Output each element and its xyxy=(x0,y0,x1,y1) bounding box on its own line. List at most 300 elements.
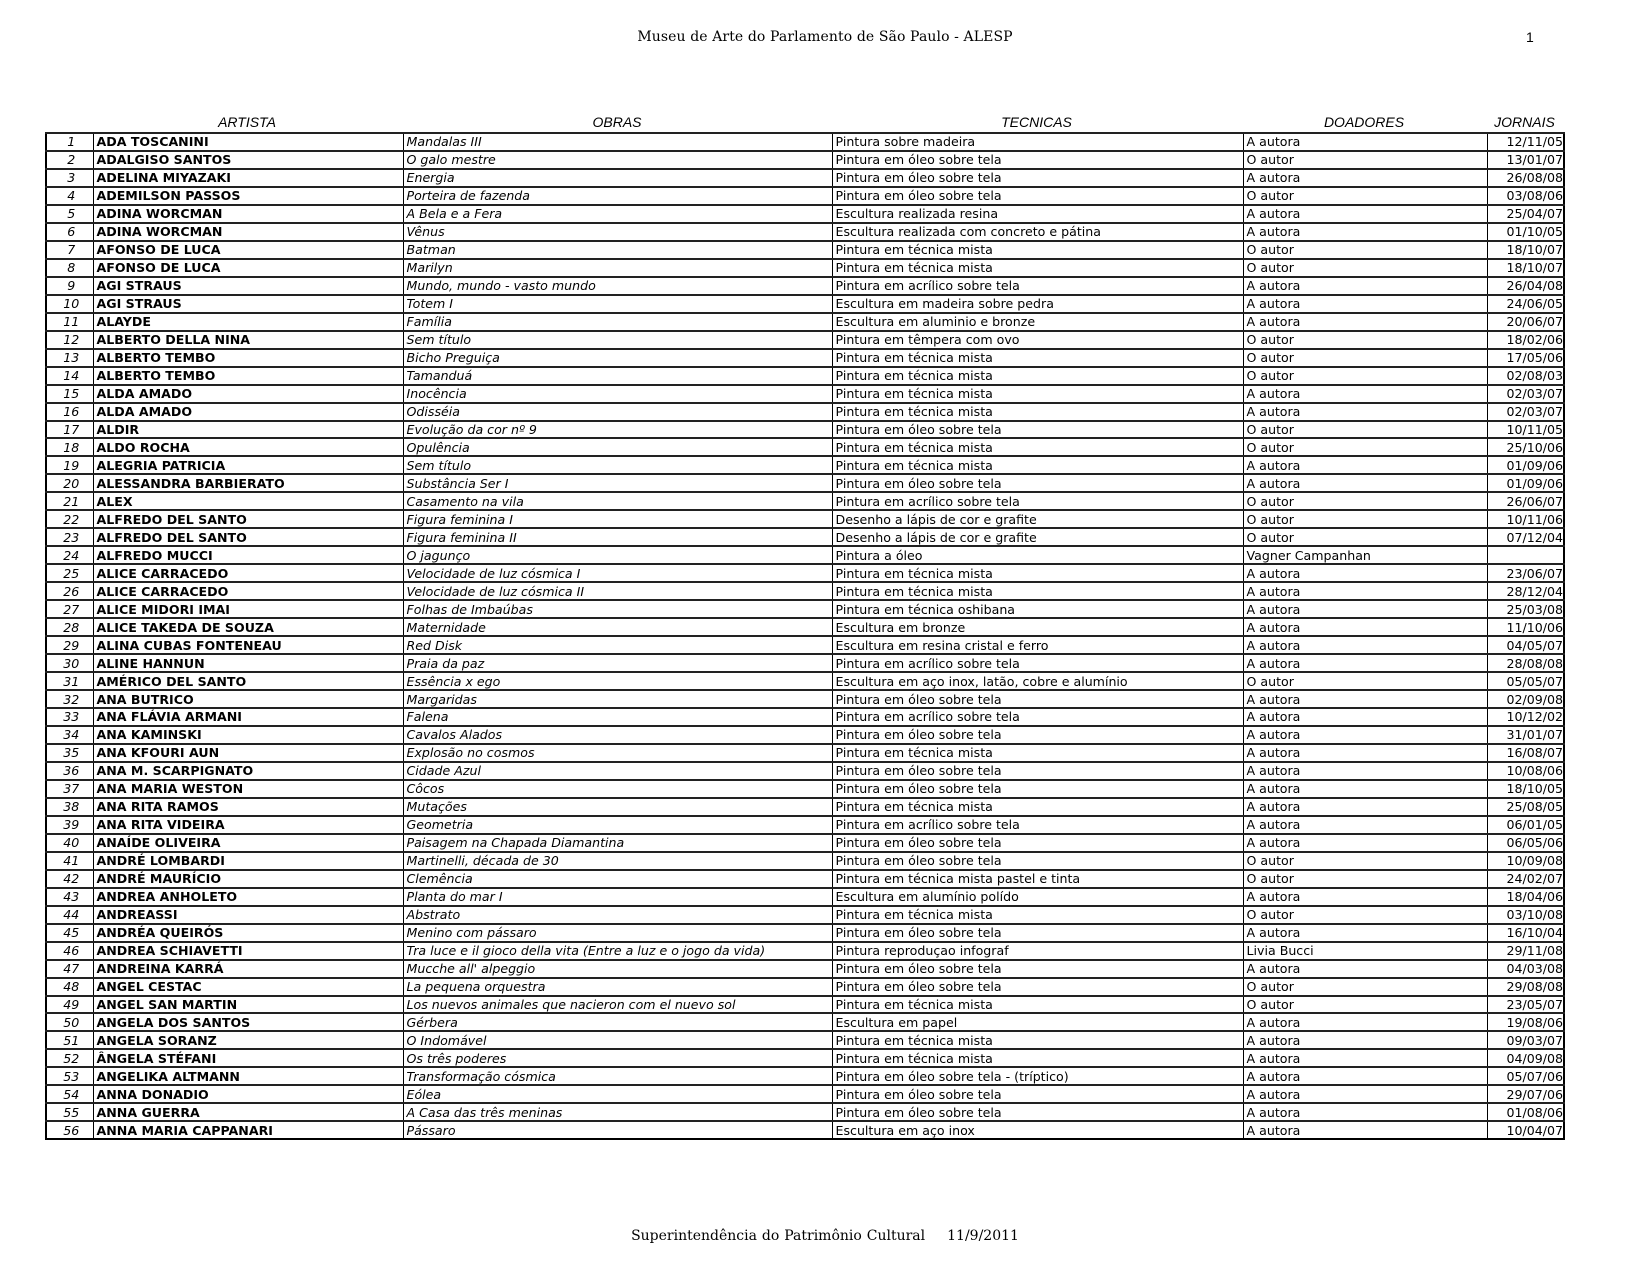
table-row xyxy=(46,942,1564,960)
technique-cell: Escultura realizada com concreto e pátina xyxy=(832,223,1243,241)
row-number: 20 xyxy=(46,474,93,492)
technique-cell: Pintura em técnica mista xyxy=(832,241,1243,259)
donor-cell: O autor xyxy=(1243,241,1487,259)
row-number: 45 xyxy=(46,924,93,942)
row-number: 10 xyxy=(46,295,93,313)
technique-cell: Pintura em técnica mista xyxy=(832,996,1243,1014)
row-number: 18 xyxy=(46,438,93,456)
column-header-tecnicas: TECNICAS xyxy=(1001,114,1072,130)
artist-cell: ALFREDO MUCCI xyxy=(93,546,403,564)
technique-cell: Pintura em acrílico sobre tela xyxy=(832,492,1243,510)
technique-cell: Pintura em técnica mista xyxy=(832,906,1243,924)
artist-cell: ANA RITA RAMOS xyxy=(93,798,403,816)
artwork-title-cell: Totem I xyxy=(403,295,832,313)
technique-cell: Pintura em óleo sobre tela xyxy=(832,169,1243,187)
row-number: 41 xyxy=(46,852,93,870)
row-number: 29 xyxy=(46,636,93,654)
artist-cell: ALBERTO TEMBO xyxy=(93,367,403,385)
artwork-title-cell: Evolução da cor nº 9 xyxy=(403,421,832,439)
artwork-title-cell: Figura feminina II xyxy=(403,528,832,546)
artwork-title-cell: Sem título xyxy=(403,456,832,474)
technique-cell: Pintura em óleo sobre tela xyxy=(832,960,1243,978)
table-row xyxy=(46,510,1564,528)
table-row xyxy=(46,421,1564,439)
technique-cell: Pintura em técnica mista xyxy=(832,456,1243,474)
artist-cell: ANGELIKA ALTMANN xyxy=(93,1067,403,1085)
table-row xyxy=(46,259,1564,277)
table-row xyxy=(46,295,1564,313)
technique-cell: Escultura realizada resina xyxy=(832,205,1243,223)
table-row xyxy=(46,654,1564,672)
date-cell: 24/06/05 xyxy=(1487,295,1564,313)
table-row xyxy=(46,187,1564,205)
artist-cell: ANGEL SAN MARTIN xyxy=(93,996,403,1014)
row-number: 13 xyxy=(46,349,93,367)
date-cell: 03/10/08 xyxy=(1487,906,1564,924)
row-number: 34 xyxy=(46,726,93,744)
table-row xyxy=(46,403,1564,421)
row-number: 52 xyxy=(46,1049,93,1067)
table-row xyxy=(46,1049,1564,1067)
artist-cell: ANDREA SCHIAVETTI xyxy=(93,942,403,960)
date-cell: 18/02/06 xyxy=(1487,331,1564,349)
row-number: 3 xyxy=(46,169,93,187)
technique-cell: Desenho a lápis de cor e grafite xyxy=(832,510,1243,528)
date-cell: 12/11/05 xyxy=(1487,133,1564,151)
date-cell: 09/03/07 xyxy=(1487,1031,1564,1049)
table-row xyxy=(46,241,1564,259)
artist-cell: ANNA DONADIO xyxy=(93,1085,403,1103)
date-cell: 01/09/06 xyxy=(1487,456,1564,474)
column-headers xyxy=(45,114,1563,132)
artwork-title-cell: Essência x ego xyxy=(403,672,832,690)
technique-cell: Pintura em óleo sobre tela xyxy=(832,421,1243,439)
date-cell: 18/10/05 xyxy=(1487,780,1564,798)
artist-cell: ÂNGELA STÉFANI xyxy=(93,1049,403,1067)
artwork-title-cell: Substância Ser I xyxy=(403,474,832,492)
donor-cell: A autora xyxy=(1243,888,1487,906)
technique-cell: Escultura em aluminio e bronze xyxy=(832,313,1243,331)
technique-cell: Pintura em óleo sobre tela xyxy=(832,151,1243,169)
donor-cell: O autor xyxy=(1243,978,1487,996)
date-cell: 18/10/07 xyxy=(1487,241,1564,259)
row-number: 32 xyxy=(46,690,93,708)
technique-cell: Pintura em técnica mista xyxy=(832,1049,1243,1067)
table-row xyxy=(46,996,1564,1014)
donor-cell: A autora xyxy=(1243,385,1487,403)
artwork-title-cell: Cavalos Alados xyxy=(403,726,832,744)
row-number: 30 xyxy=(46,654,93,672)
donor-cell: A autora xyxy=(1243,726,1487,744)
technique-cell: Pintura em óleo sobre tela xyxy=(832,474,1243,492)
artist-cell: ALBERTO TEMBO xyxy=(93,349,403,367)
row-number: 48 xyxy=(46,978,93,996)
donor-cell: Vagner Campanhan xyxy=(1243,546,1487,564)
row-number: 25 xyxy=(46,564,93,582)
artwork-title-cell: Sem título xyxy=(403,331,832,349)
technique-cell: Escultura em bronze xyxy=(832,618,1243,636)
artworks-table xyxy=(45,132,1565,1140)
row-number: 40 xyxy=(46,834,93,852)
artist-cell: ANA MARIA WESTON xyxy=(93,780,403,798)
date-cell: 29/08/08 xyxy=(1487,978,1564,996)
artwork-title-cell: Marilyn xyxy=(403,259,832,277)
artwork-title-cell: Los nuevos animales que nacieron com el nuevo sol xyxy=(403,996,832,1014)
date-cell: 02/09/08 xyxy=(1487,690,1564,708)
donor-cell: O autor xyxy=(1243,187,1487,205)
row-number: 19 xyxy=(46,456,93,474)
artwork-title-cell: O jagunço xyxy=(403,546,832,564)
artist-cell: ALICE CARRACEDO xyxy=(93,582,403,600)
technique-cell: Pintura em técnica mista xyxy=(832,367,1243,385)
donor-cell: A autora xyxy=(1243,1085,1487,1103)
artwork-title-cell: Margaridas xyxy=(403,690,832,708)
artist-cell: ANDRÉ LOMBARDI xyxy=(93,852,403,870)
table-row xyxy=(46,1067,1564,1085)
row-number: 53 xyxy=(46,1067,93,1085)
technique-cell: Pintura em acrílico sobre tela xyxy=(832,816,1243,834)
table-row xyxy=(46,1013,1564,1031)
artist-cell: ADINA WORCMAN xyxy=(93,223,403,241)
donor-cell: A autora xyxy=(1243,295,1487,313)
table-row xyxy=(46,708,1564,726)
donor-cell: O autor xyxy=(1243,510,1487,528)
table-row xyxy=(46,1085,1564,1103)
artwork-title-cell: La pequena orquestra xyxy=(403,978,832,996)
table-row xyxy=(46,169,1564,187)
technique-cell: Escultura em alumínio polído xyxy=(832,888,1243,906)
footer-date: 11/9/2011 xyxy=(947,1228,1019,1244)
artwork-title-cell: Eólea xyxy=(403,1085,832,1103)
artwork-title-cell: Red Disk xyxy=(403,636,832,654)
donor-cell: A autora xyxy=(1243,223,1487,241)
donor-cell: A autora xyxy=(1243,924,1487,942)
date-cell: 24/02/07 xyxy=(1487,870,1564,888)
artist-cell: ADELINA MIYAZAKI xyxy=(93,169,403,187)
table-row xyxy=(46,600,1564,618)
artist-cell: ANA KAMINSKI xyxy=(93,726,403,744)
donor-cell: A autora xyxy=(1243,133,1487,151)
table-row xyxy=(46,798,1564,816)
artist-cell: ANGELA SORANZ xyxy=(93,1031,403,1049)
artist-cell: ALBERTO DELLA NINA xyxy=(93,331,403,349)
table-row xyxy=(46,528,1564,546)
row-number: 14 xyxy=(46,367,93,385)
footer-department: Superintendência do Patrimônio Cultural xyxy=(631,1228,926,1244)
row-number: 5 xyxy=(46,205,93,223)
date-cell: 26/04/08 xyxy=(1487,277,1564,295)
artist-cell: ANDRÉ MAURÍCIO xyxy=(93,870,403,888)
artist-cell: AGI STRAUS xyxy=(93,277,403,295)
donor-cell: O autor xyxy=(1243,367,1487,385)
artist-cell: AFONSO DE LUCA xyxy=(93,241,403,259)
date-cell: 25/03/08 xyxy=(1487,600,1564,618)
technique-cell: Pintura em têmpera com ovo xyxy=(832,331,1243,349)
row-number: 15 xyxy=(46,385,93,403)
table-row xyxy=(46,672,1564,690)
table-row xyxy=(46,852,1564,870)
row-number: 56 xyxy=(46,1121,93,1139)
technique-cell: Pintura em óleo sobre tela xyxy=(832,726,1243,744)
artist-cell: ALINE HANNUN xyxy=(93,654,403,672)
artist-cell: ANDREINA KARRÁ xyxy=(93,960,403,978)
date-cell: 02/03/07 xyxy=(1487,403,1564,421)
artwork-title-cell: Figura feminina I xyxy=(403,510,832,528)
row-number: 42 xyxy=(46,870,93,888)
donor-cell: A autora xyxy=(1243,474,1487,492)
artwork-title-cell: Martinelli, década de 30 xyxy=(403,852,832,870)
artist-cell: ANAÍDE OLIVEIRA xyxy=(93,834,403,852)
donor-cell: A autora xyxy=(1243,564,1487,582)
artist-cell: ALICE MIDORI IMAI xyxy=(93,600,403,618)
technique-cell: Escultura em madeira sobre pedra xyxy=(832,295,1243,313)
artist-cell: ADA TOSCANINI xyxy=(93,133,403,151)
artwork-title-cell: Geometria xyxy=(403,816,832,834)
row-number: 7 xyxy=(46,241,93,259)
table-row xyxy=(46,1121,1564,1139)
artist-cell: ANNA GUERRA xyxy=(93,1103,403,1121)
table-row xyxy=(46,349,1564,367)
donor-cell: A autora xyxy=(1243,762,1487,780)
artist-cell: ANDREA ANHOLETO xyxy=(93,888,403,906)
donor-cell: A autora xyxy=(1243,744,1487,762)
date-cell: 13/01/07 xyxy=(1487,151,1564,169)
donor-cell: O autor xyxy=(1243,349,1487,367)
table-row xyxy=(46,151,1564,169)
table-row xyxy=(46,582,1564,600)
artwork-title-cell: Batman xyxy=(403,241,832,259)
date-cell: 16/08/07 xyxy=(1487,744,1564,762)
artwork-title-cell: O galo mestre xyxy=(403,151,832,169)
row-number: 50 xyxy=(46,1013,93,1031)
date-cell: 03/08/06 xyxy=(1487,187,1564,205)
artist-cell: ANA M. SCARPIGNATO xyxy=(93,762,403,780)
table-row xyxy=(46,492,1564,510)
date-cell: 07/12/04 xyxy=(1487,528,1564,546)
table-row xyxy=(46,960,1564,978)
artist-cell: ADINA WORCMAN xyxy=(93,205,403,223)
row-number: 6 xyxy=(46,223,93,241)
table-row xyxy=(46,762,1564,780)
artwork-title-cell: Maternidade xyxy=(403,618,832,636)
table-row xyxy=(46,438,1564,456)
artist-cell: AGI STRAUS xyxy=(93,295,403,313)
artist-cell: ADALGISO SANTOS xyxy=(93,151,403,169)
technique-cell: Pintura em óleo sobre tela xyxy=(832,780,1243,798)
artist-cell: ANA RITA VIDEIRA xyxy=(93,816,403,834)
artwork-title-cell: Planta do mar I xyxy=(403,888,832,906)
date-cell: 01/08/06 xyxy=(1487,1103,1564,1121)
date-cell: 05/05/07 xyxy=(1487,672,1564,690)
row-number: 8 xyxy=(46,259,93,277)
artwork-title-cell: Pássaro xyxy=(403,1121,832,1139)
technique-cell: Pintura em óleo sobre tela xyxy=(832,762,1243,780)
row-number: 49 xyxy=(46,996,93,1014)
row-number: 33 xyxy=(46,708,93,726)
table-row xyxy=(46,546,1564,564)
date-cell: 06/05/06 xyxy=(1487,834,1564,852)
column-header-doadores: DOADORES xyxy=(1323,114,1405,130)
technique-cell: Pintura em óleo sobre tela xyxy=(832,690,1243,708)
technique-cell: Pintura em óleo sobre tela xyxy=(832,187,1243,205)
row-number: 31 xyxy=(46,672,93,690)
artist-cell: ANGELA DOS SANTOS xyxy=(93,1013,403,1031)
row-number: 54 xyxy=(46,1085,93,1103)
donor-cell: O autor xyxy=(1243,672,1487,690)
artist-cell: ALDO ROCHA xyxy=(93,438,403,456)
date-cell: 10/12/02 xyxy=(1487,708,1564,726)
row-number: 51 xyxy=(46,1031,93,1049)
artist-cell: ALAYDE xyxy=(93,313,403,331)
row-number: 44 xyxy=(46,906,93,924)
technique-cell: Pintura em técnica mista xyxy=(832,385,1243,403)
technique-cell: Pintura em técnica mista xyxy=(832,349,1243,367)
date-cell: 04/05/07 xyxy=(1487,636,1564,654)
date-cell: 10/04/07 xyxy=(1487,1121,1564,1139)
donor-cell: A autora xyxy=(1243,1121,1487,1139)
technique-cell: Pintura em óleo sobre tela xyxy=(832,978,1243,996)
date-cell: 10/11/05 xyxy=(1487,421,1564,439)
date-cell: 26/08/08 xyxy=(1487,169,1564,187)
technique-cell: Pintura em técnica mista pastel e tinta xyxy=(832,870,1243,888)
artist-cell: AFONSO DE LUCA xyxy=(93,259,403,277)
artworks-table-body xyxy=(46,133,1564,1139)
date-cell: 28/12/04 xyxy=(1487,582,1564,600)
technique-cell: Pintura em técnica oshibana xyxy=(832,600,1243,618)
technique-cell: Escultura em aço inox, latão, cobre e alumínio xyxy=(832,672,1243,690)
donor-cell: A autora xyxy=(1243,403,1487,421)
page-title: Museu de Arte do Parlamento de São Paulo - ALESP xyxy=(637,29,1013,45)
technique-cell: Pintura em óleo sobre tela - (tríptico) xyxy=(832,1067,1243,1085)
technique-cell: Pintura em técnica mista xyxy=(832,259,1243,277)
donor-cell: A autora xyxy=(1243,618,1487,636)
artwork-title-cell: Menino com pássaro xyxy=(403,924,832,942)
artwork-title-cell: Família xyxy=(403,313,832,331)
date-cell: 17/05/06 xyxy=(1487,349,1564,367)
donor-cell: A autora xyxy=(1243,708,1487,726)
table-row xyxy=(46,870,1564,888)
table-row xyxy=(46,313,1564,331)
date-cell: 02/03/07 xyxy=(1487,385,1564,403)
table-row xyxy=(46,906,1564,924)
donor-cell: O autor xyxy=(1243,528,1487,546)
table-row xyxy=(46,474,1564,492)
donor-cell: A autora xyxy=(1243,1049,1487,1067)
donor-cell: A autora xyxy=(1243,1031,1487,1049)
date-cell: 26/06/07 xyxy=(1487,492,1564,510)
technique-cell: Pintura em óleo sobre tela xyxy=(832,924,1243,942)
artwork-title-cell: Mucche all' alpeggio xyxy=(403,960,832,978)
artwork-title-cell: Velocidade de luz cósmica I xyxy=(403,564,832,582)
artwork-title-cell: Tamanduá xyxy=(403,367,832,385)
artist-cell: ALEX xyxy=(93,492,403,510)
row-number: 17 xyxy=(46,421,93,439)
row-number: 28 xyxy=(46,618,93,636)
artwork-title-cell: Vênus xyxy=(403,223,832,241)
date-cell: 04/03/08 xyxy=(1487,960,1564,978)
row-number: 37 xyxy=(46,780,93,798)
artwork-title-cell: Folhas de Imbaúbas xyxy=(403,600,832,618)
artwork-title-cell: Abstrato xyxy=(403,906,832,924)
donor-cell: A autora xyxy=(1243,1103,1487,1121)
technique-cell: Pintura em técnica mista xyxy=(832,798,1243,816)
artwork-title-cell: Clemência xyxy=(403,870,832,888)
artwork-title-cell: Casamento na vila xyxy=(403,492,832,510)
date-cell: 29/07/06 xyxy=(1487,1085,1564,1103)
table-row xyxy=(46,564,1564,582)
donor-cell: O autor xyxy=(1243,331,1487,349)
table-row xyxy=(46,456,1564,474)
artist-cell: ANA BUTRICO xyxy=(93,690,403,708)
row-number: 23 xyxy=(46,528,93,546)
technique-cell: Pintura reproduçao infograf xyxy=(832,942,1243,960)
row-number: 35 xyxy=(46,744,93,762)
table-row xyxy=(46,780,1564,798)
donor-cell: O autor xyxy=(1243,870,1487,888)
row-number: 43 xyxy=(46,888,93,906)
artist-cell: ALICE TAKEDA DE SOUZA xyxy=(93,618,403,636)
date-cell: 25/10/06 xyxy=(1487,438,1564,456)
technique-cell: Pintura a óleo xyxy=(832,546,1243,564)
row-number: 22 xyxy=(46,510,93,528)
artist-cell: ALEGRIA PATRICIA xyxy=(93,456,403,474)
donor-cell: A autora xyxy=(1243,456,1487,474)
table-row xyxy=(46,888,1564,906)
artist-cell: ANDRÉA QUEIRÓS xyxy=(93,924,403,942)
row-number: 39 xyxy=(46,816,93,834)
artist-cell: ALICE CARRACEDO xyxy=(93,564,403,582)
row-number: 1 xyxy=(46,133,93,151)
artwork-title-cell: Inocência xyxy=(403,385,832,403)
table-row xyxy=(46,636,1564,654)
artist-cell: ANNA MARIA CAPPANARI xyxy=(93,1121,403,1139)
row-number: 4 xyxy=(46,187,93,205)
artwork-title-cell: Bicho Preguiça xyxy=(403,349,832,367)
technique-cell: Escultura em resina cristal e ferro xyxy=(832,636,1243,654)
date-cell: 31/01/07 xyxy=(1487,726,1564,744)
donor-cell: A autora xyxy=(1243,169,1487,187)
artwork-title-cell: Opulência xyxy=(403,438,832,456)
row-number: 46 xyxy=(46,942,93,960)
donor-cell: A autora xyxy=(1243,582,1487,600)
technique-cell: Pintura em óleo sobre tela xyxy=(832,1103,1243,1121)
donor-cell: O autor xyxy=(1243,421,1487,439)
table-row xyxy=(46,205,1564,223)
row-number: 36 xyxy=(46,762,93,780)
artwork-title-cell: Cidade Azul xyxy=(403,762,832,780)
technique-cell: Escultura em aço inox xyxy=(832,1121,1243,1139)
table-row xyxy=(46,924,1564,942)
artist-cell: ANGEL CESTAC xyxy=(93,978,403,996)
donor-cell: A autora xyxy=(1243,205,1487,223)
date-cell: 01/09/06 xyxy=(1487,474,1564,492)
donor-cell: A autora xyxy=(1243,654,1487,672)
artwork-title-cell: Mutações xyxy=(403,798,832,816)
donor-cell: O autor xyxy=(1243,852,1487,870)
artist-cell: ALESSANDRA BARBIERATO xyxy=(93,474,403,492)
donor-cell: A autora xyxy=(1243,780,1487,798)
artwork-title-cell: Praia da paz xyxy=(403,654,832,672)
row-number: 21 xyxy=(46,492,93,510)
artist-cell: ANA FLÁVIA ARMANI xyxy=(93,708,403,726)
artwork-title-cell: Falena xyxy=(403,708,832,726)
table-row xyxy=(46,1103,1564,1121)
donor-cell: O autor xyxy=(1243,906,1487,924)
donor-cell: A autora xyxy=(1243,690,1487,708)
technique-cell: Pintura em técnica mista xyxy=(832,1031,1243,1049)
technique-cell: Pintura sobre madeira xyxy=(832,133,1243,151)
artist-cell: ANA KFOURI AUN xyxy=(93,744,403,762)
